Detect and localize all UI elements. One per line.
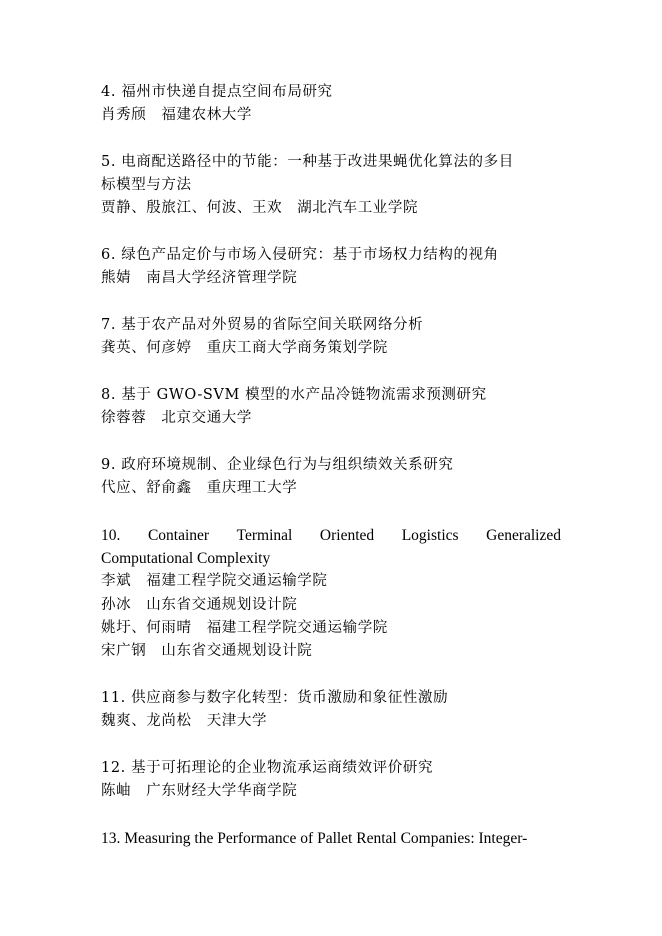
title-word: Container — [147, 526, 210, 544]
entry-8 — [101, 384, 561, 431]
entry-title: 6. 绿色产品定价与市场入侵研究：基于市场权力结构的视角 — [101, 247, 499, 264]
entry-authors: 孙冰 山东省交通规划设计院 — [101, 596, 298, 613]
entry-title — [101, 524, 561, 547]
entry-authors: 魏爽、龙尚松 天津大学 — [101, 713, 268, 730]
title-word: Oriented — [319, 526, 375, 544]
document-page — [101, 81, 561, 873]
entry-authors: 李斌 福建工程学院交通运输学院 — [101, 573, 328, 590]
entry-title-continued: Computational Complexity — [101, 549, 271, 567]
entry-title: 4. 福州市快递自提点空间布局研究 — [101, 84, 333, 100]
entry-11 — [101, 687, 561, 734]
title-word: 10. — [101, 526, 121, 544]
entry-title: 5. 电商配送路径中的节能：一种基于改进果蝇优化算法的多目 — [101, 153, 514, 170]
entry-7 — [101, 314, 561, 361]
entry-title-continued: 标模型与方法 — [101, 177, 192, 194]
title-word: Logistics — [401, 526, 459, 544]
entry-title: 8. 基于 GWO-SVM 模型的水产品冷链物流需求预测研究 — [101, 386, 487, 403]
entry-title: 12. 基于可拓理论的企业物流承运商绩效评价研究 — [101, 759, 434, 776]
title-word: Generalized — [486, 526, 561, 544]
entry-authors: 徐蓉蓉 北京交通大学 — [101, 410, 252, 427]
entry-6 — [101, 244, 561, 291]
title-word: Terminal — [236, 526, 293, 544]
entry-authors: 熊婧 南昌大学经济管理学院 — [101, 270, 298, 287]
entry-title: 7. 基于农产品对外贸易的省际空间关联网络分析 — [101, 316, 424, 333]
entry-authors: 陈岫 广东财经大学华商学院 — [101, 782, 298, 799]
entry-4 — [101, 81, 561, 128]
entry-9 — [101, 454, 561, 501]
entry-authors: 肖秀颀 福建农林大学 — [101, 107, 252, 124]
entry-title: 11. 供应商参与数字化转型：货币激励和象征性激励 — [101, 689, 449, 706]
entry-authors: 宋广钢 山东省交通规划设计院 — [101, 643, 313, 660]
entry-10 — [101, 524, 561, 664]
entry-5 — [101, 151, 561, 221]
entry-title: 13. Measuring the Performance of Pallet Rental Companies: Integer- — [101, 829, 528, 847]
entry-13 — [101, 827, 561, 850]
entry-authors: 贾静、殷旅江、何波、王欢 湖北汽车工业学院 — [101, 200, 419, 217]
entry-authors: 代应、舒俞鑫 重庆理工大学 — [101, 480, 298, 497]
entry-12 — [101, 757, 561, 804]
entry-authors: 龚英、何彦婷 重庆工商大学商务策划学院 — [101, 340, 388, 357]
entry-authors: 姚圩、何雨晴 福建工程学院交通运输学院 — [101, 619, 388, 636]
entry-title: 9. 政府环境规制、企业绿色行为与组织绩效关系研究 — [101, 456, 454, 473]
